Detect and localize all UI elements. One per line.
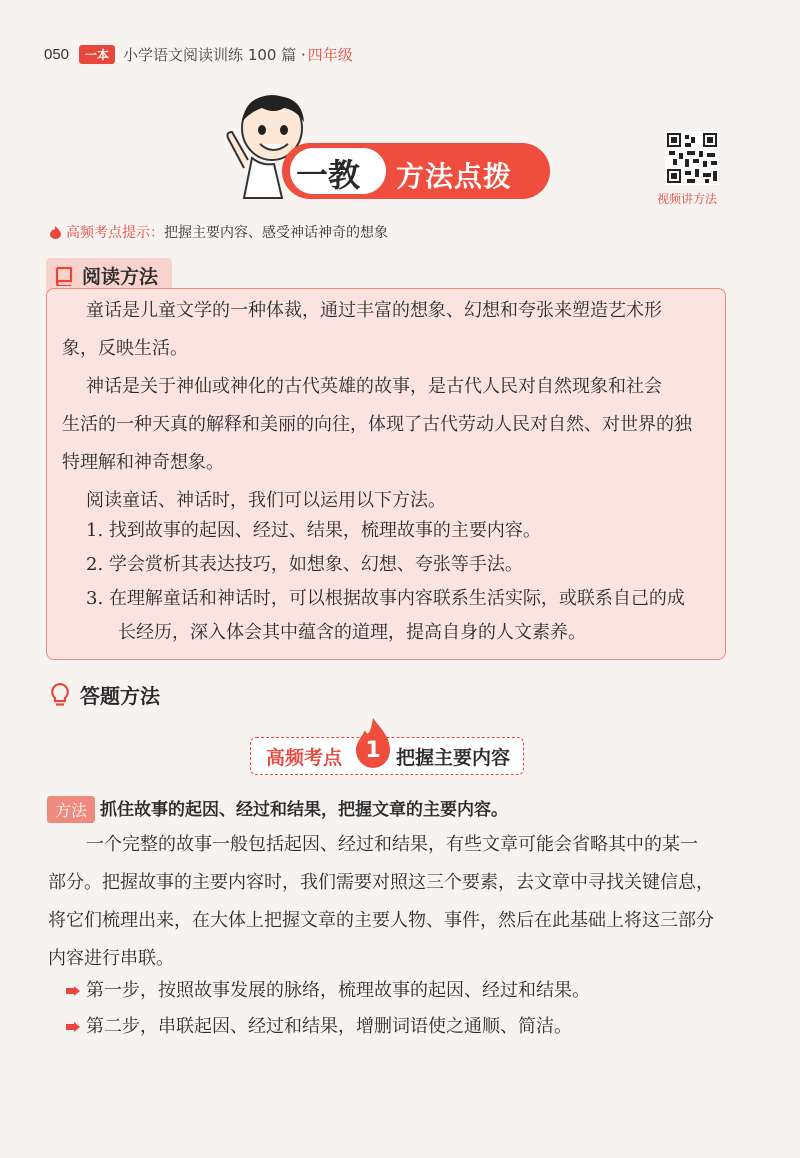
- lightbulb-icon: [50, 683, 70, 707]
- reading-list-item-cont: 长经历，深入体会其中蕴含的道理，提高自身的人文素养。: [118, 622, 586, 643]
- reading-list-item: 1. 找到故事的起因、经过、结果，梳理故事的主要内容。: [86, 520, 541, 541]
- reading-line: 象，反映生活。: [62, 338, 188, 359]
- answer-section-header: [50, 680, 160, 709]
- banner-title: 方法点拨: [396, 160, 513, 193]
- answer-body-line: 将它们梳理出来，在大体上把握文章的主要人物、事件，然后在此基础上将这三部分: [48, 910, 714, 931]
- key-point-title: 把握主要内容: [396, 747, 511, 769]
- answer-section-title: 答题方法: [80, 684, 160, 708]
- key-point-number: 1: [365, 738, 381, 763]
- banner-left-text: 一教: [296, 156, 361, 194]
- page-header: [44, 44, 353, 64]
- qr-code[interactable]: [665, 131, 719, 185]
- arrow-bullet-icon: [66, 986, 80, 996]
- grade-label: 四年级: [307, 45, 353, 64]
- answer-body-line: 内容进行串联。: [48, 948, 174, 969]
- answer-body-line: 部分。把握故事的主要内容时，我们需要对照这三个要素，去文章中寻找关键信息，: [48, 872, 714, 893]
- flame-icon: [50, 226, 61, 239]
- key-point-label: 高频考点: [266, 747, 343, 769]
- book-icon: [54, 266, 74, 286]
- reading-section-title: 阅读方法: [82, 266, 159, 288]
- reading-line: 阅读童话、神话时，我们可以运用以下方法。: [86, 490, 446, 511]
- reading-list-item: 2. 学会赏析其表达技巧，如想象、幻想、夸张等手法。: [86, 554, 523, 575]
- brand-badge: 一本: [79, 45, 115, 64]
- arrow-bullet-icon: [66, 1022, 80, 1032]
- step-item: 第一步，按照故事发展的脉络，梳理故事的起因、经过和结果。: [86, 980, 590, 1001]
- reading-line: 生活的一种天真的解释和美丽的向往，体现了古代劳动人民对自然、对世界的独: [62, 414, 692, 435]
- answer-body-line: 一个完整的故事一般包括起因、经过和结果，有些文章可能会省略其中的某一: [86, 834, 698, 855]
- reading-list-item: 3. 在理解童话和神话时，可以根据故事内容联系生活实际，或联系自己的成: [86, 588, 685, 609]
- step-item: 第二步，串联起因、经过和结果，增删词语使之通顺、简洁。: [86, 1016, 572, 1037]
- reading-line: 童话是儿童文学的一种体裁，通过丰富的想象、幻想和夸张来塑造艺术形: [86, 300, 662, 321]
- reading-line: 特理解和神奇想象。: [62, 452, 224, 473]
- qr-caption: 视频讲方法: [657, 192, 718, 206]
- tip-line: [50, 222, 388, 242]
- method-text: 抓住故事的起因、经过和结果，把握文章的主要内容。: [100, 800, 508, 820]
- reading-line: 神话是关于神仙或神化的古代英雄的故事，是古代人民对自然现象和社会: [86, 376, 662, 397]
- method-tag: 方法: [47, 796, 95, 823]
- tip-text: 把握主要内容、感受神话神奇的想象: [164, 225, 388, 241]
- page-number: 050: [44, 45, 70, 63]
- tip-label: 高频考点提示：: [66, 225, 164, 241]
- book-title: 小学语文阅读训练 100 篇 ·: [123, 45, 306, 64]
